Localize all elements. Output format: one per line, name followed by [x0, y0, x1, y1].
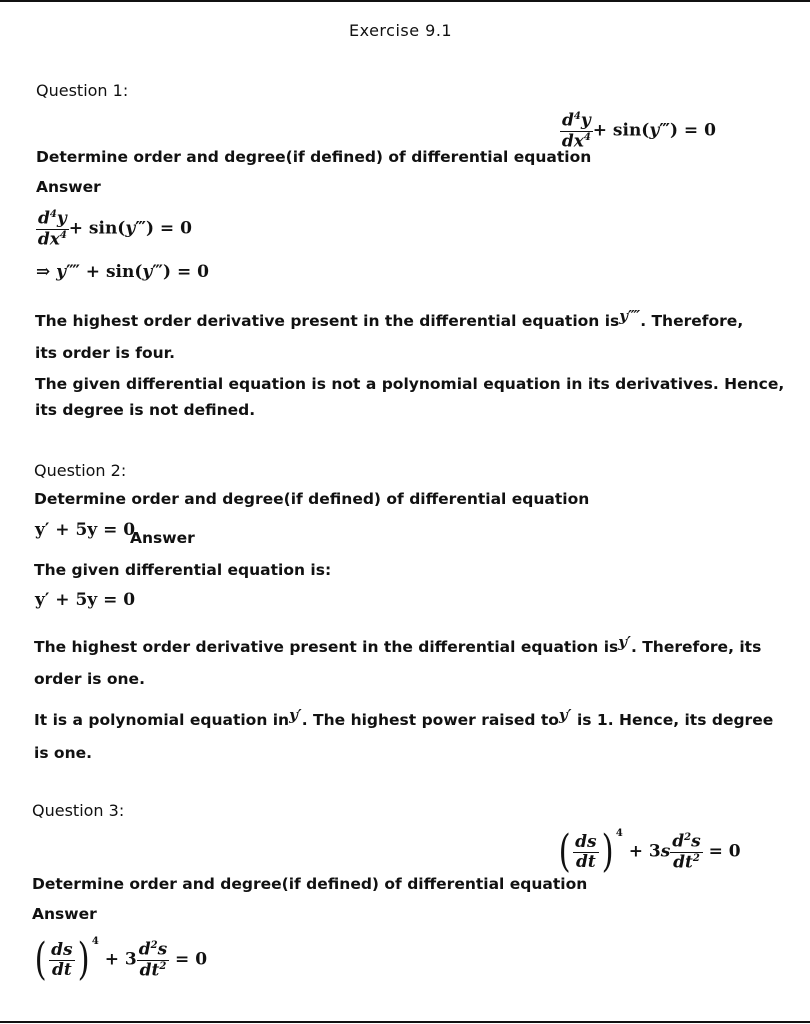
question-1-answer-label: Answer — [36, 178, 101, 196]
page-title: Exercise 9.1 — [349, 21, 453, 40]
q2-paragraph-5: is one. — [34, 744, 93, 762]
q1-answer-equation-2: ⇒ y⁗ + sin(y‴) = 0 — [36, 262, 209, 282]
q2-symbol-yprime-1: y′ — [618, 633, 631, 651]
question-3-heading: Question 3: — [32, 801, 125, 820]
q3-answer-equation: ( $\frac{ds}{dt}$ ) $^4$ + 3 $\frac{d^2s}{dt^2}$ = 0 — [34, 934, 208, 985]
question-1-heading: Question 1: — [36, 81, 129, 100]
q1-paragraph-4: its degree is not defined. — [35, 401, 256, 419]
question-2-heading: Question 2: — [34, 461, 127, 480]
q2-paragraph-1: The given differential equation is: — [34, 561, 332, 579]
q1-p1-text-a: The highest order derivative present in the differential equation is — [35, 312, 620, 330]
question-3-prompt: Determine order and degree(if defined) of differential equation — [32, 875, 588, 893]
q1-paragraph-1 — [35, 307, 744, 331]
q2-paragraph-3: order is one. — [34, 670, 145, 688]
q2-p2-text-a: The highest order derivative present in the differential equation is — [34, 638, 619, 656]
q2-p4-text-b: . The highest power raised to — [301, 711, 559, 729]
question-1-prompt: Determine order and degree(if defined) of differential equation — [36, 148, 592, 166]
q2-p4-text-a: It is a polynomial equation in — [34, 711, 290, 729]
question-2-prompt: Determine order and degree(if defined) of differential equation — [34, 490, 590, 508]
question-2-answer-label: Answer — [130, 529, 195, 547]
q1-p1-text-b: . Therefore, — [640, 312, 744, 330]
q1-symbol-y4: y⁗ — [619, 307, 641, 325]
q1-prompt-equation: $\frac{d^4y}{dx^4}$ + sin(y‴) = 0 — [561, 110, 716, 152]
q2-paragraph-4 — [34, 706, 774, 730]
q2-symbol-yprime-3: y′ — [558, 706, 572, 724]
q2-answer-equation: y′ + 5y = 0 — [35, 590, 136, 610]
bottom-rule — [0, 1021, 810, 1023]
q2-prompt-equation: y′ + 5y = 0 — [35, 520, 136, 540]
q3-prompt-equation: ( $\frac{ds}{dt}$ ) $^4$ + 3s $\frac{d^2s}{dt^2}$ = 0 — [558, 826, 741, 877]
q2-p2-text-b: . Therefore, its — [630, 638, 762, 656]
q2-p4-text-c: is 1. Hence, its degree — [571, 711, 774, 729]
q1-paragraph-3: The given differential equation is not a polynomial equation in its derivatives. Hence, — [35, 375, 785, 393]
q1-paragraph-2: its order is four. — [35, 344, 175, 362]
q2-paragraph-2 — [34, 633, 762, 657]
q2-symbol-yprime-2: y′ — [289, 706, 302, 724]
q1-answer-equation-1: $\frac{d^4y}{dx^4}$ + sin(y‴) = 0 — [37, 208, 192, 250]
question-3-answer-label: Answer — [32, 905, 97, 923]
top-rule — [0, 0, 810, 2]
